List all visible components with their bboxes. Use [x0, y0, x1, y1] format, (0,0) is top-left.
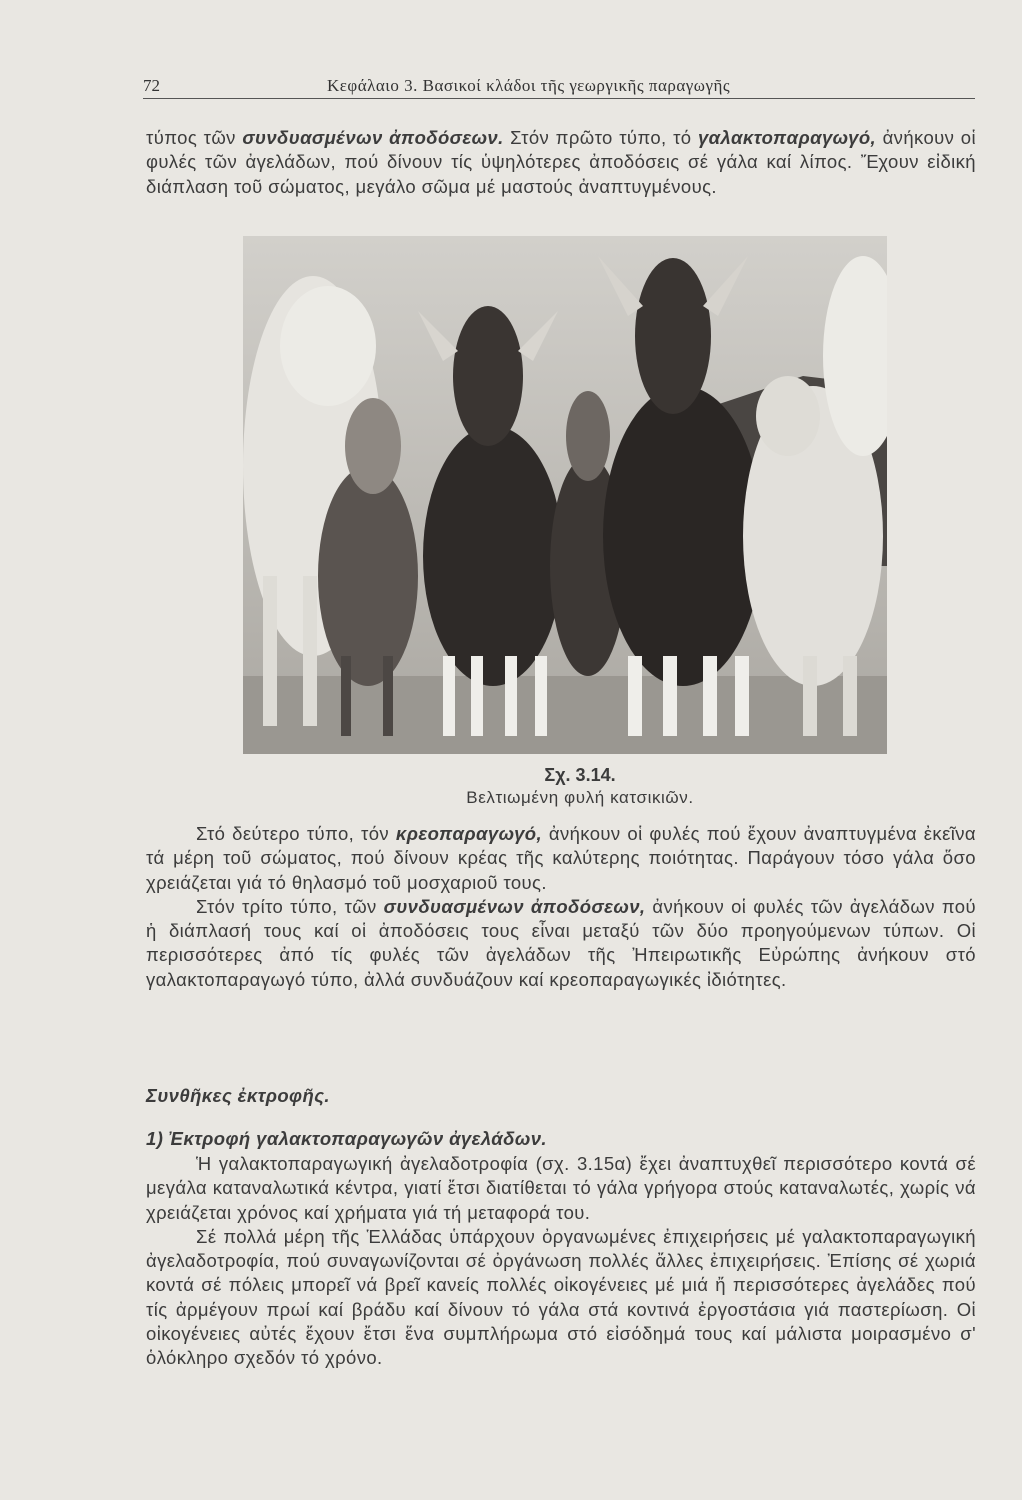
figure-number: Σχ. 3.14. [544, 765, 616, 785]
paragraph-dairy-2: Σέ πολλά μέρη τῆς Ἑλλάδας ὑπάρχουν ὀργανωμένες ἐπιχειρήσεις μέ γαλακτοπαραγωγική ἀγελαδοτροφία, πού συναγωνίζονται σέ ὀργάνωση πολλές ἄλλες ἐπιχειρήσεις. Ἐπίσης σέ χωριά κοντά σέ πόλεις μπορεῖ νά βρεῖ κανείς πολλές οἰκογένειες μέ μιά ἤ περισσότερες ἀγελάδες πού τίς ἀρμέγουν πρωί καί βράδυ καί δίνουν τό γάλα στά κοντινά ἐργοστάσια γιά παστερίωση. Οἱ οἰκογένειες αὐτές ἔχουν ἔτσι ἕνα συμπλήρωμα στό εἰσόδημά τους καί μάλιστα μοιρασμένο σ' ὁλόκληρο σχεδόν τό χρόνο. [146, 1225, 976, 1369]
text-run: Στόν τρίτο τύπο, τῶν [196, 895, 384, 917]
text-run: ἀνήκουν οἱ φυλές πού ἔχουν ἀναπτυγμένα ἐκεῖνα τά μέρη τοῦ σώματος, πού δίνουν κρέας τῆς καλύτερης ποιότητας. Παράγουν τόσο γάλα ὅσο χρειάζεται γιά τό θηλασμό τοῦ μοσχαριοῦ τους. [146, 823, 976, 893]
term-combined-yields: συνδυασμένων ἀποδόσεων. [242, 127, 504, 148]
body-text [146, 822, 976, 992]
figure-caption: Βελτιωμένη φυλή κατσικιῶν. [466, 788, 694, 807]
text-run: ἀνήκουν οἱ φυλές τῶν ἀγελάδων, πού δίνουν τίς ὑψηλότερες ἀποδόσεις σέ γάλα καί λίπος. Ἔχουν εἰδική διάπλαση τοῦ σώματος, μεγάλο σῶμα μέ μαστούς ἀναπτυγμένους. [146, 127, 976, 197]
text-run: Στό δεύτερο τύπο, τόν [196, 823, 396, 844]
text-run: Στόν πρῶτο τύπο, τό [503, 127, 698, 148]
running-header [143, 76, 975, 99]
paragraph-dairy-1: Ἡ γαλακτοπαραγωγική ἀγελαδοτροφία (σχ. 3.15α) ἔχει ἀναπτυχθεῖ περισσότερο κοντά σέ μεγάλα καταναλωτικά κέντρα, γιατί ἔτσι διατίθεται τό γάλα γρήγορα στούς καταναλωτές, χωρίς νά χρειάζεται χρόνος καί χρήματα γιά τή μεταφορά του. [146, 1153, 976, 1223]
page-number: 72 [143, 76, 160, 95]
text-run: ἀνήκουν οἱ φυλές τῶν ἀγελάδων πού ἡ διάπλασή τους καί οἱ ἀποδόσεις τους εἶναι μεταξύ τῶν δύο προηγούμενων τύπων. Οἱ περισσότερες ἀπό τίς φυλές τῶν ἀγελάδων τῆς Ἠπειρωτικῆς Εὐρώπης ἀνήκουν στό γαλακτοπαραγωγό τύπο, ἀλλά συνδυάζουν καί κρεοπαραγωγικές ἰδιότητες. [146, 895, 976, 990]
text-run: τύπος τῶν [146, 127, 243, 148]
term-combined: συνδυασμένων ἀποδόσεων, [383, 895, 646, 917]
subheading: 1) Ἐκτροφή γαλακτοπαραγωγῶν ἀγελάδων. [146, 1128, 547, 1149]
term-meat: κρεοπαραγωγό, [395, 823, 543, 844]
section-heading: Συνθῆκες ἐκτροφῆς. [146, 1085, 330, 1106]
term-dairy: γαλακτοπαραγωγό, [697, 127, 877, 148]
running-title: Κεφάλαιο 3. Βασικοί κλάδοι τῆς γεωργικῆς παραγωγῆς [327, 76, 731, 95]
body-text-dairy [146, 1152, 976, 1371]
paragraph-combined-type [146, 895, 976, 992]
paragraph-meat-type [146, 822, 976, 895]
goats-photo [243, 236, 887, 754]
top-paragraph [146, 126, 976, 199]
